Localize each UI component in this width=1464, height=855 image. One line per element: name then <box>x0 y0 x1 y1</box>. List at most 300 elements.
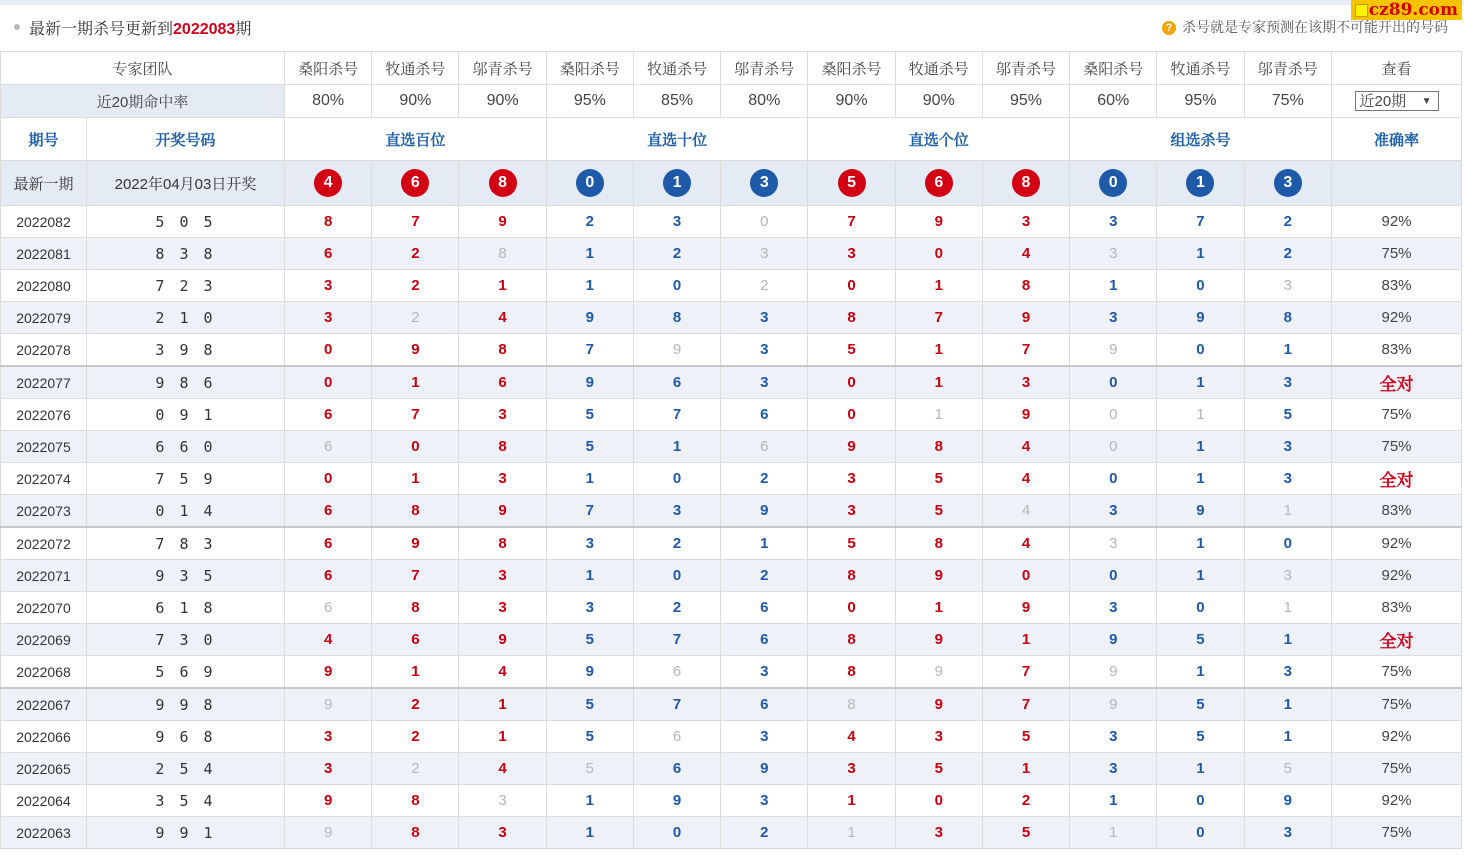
kill-cell <box>1070 688 1157 721</box>
hit-rate: 85% <box>633 85 720 118</box>
table-row <box>1 270 1462 302</box>
issue-number: 2022076 <box>1 399 87 431</box>
kill-number: 1 <box>934 599 943 616</box>
issue-number: 2022065 <box>1 753 87 785</box>
kill-number: 7 <box>1196 213 1205 230</box>
kill-cell <box>546 721 633 753</box>
kill-cell <box>1157 560 1244 592</box>
kill-number: 1 <box>1021 631 1031 648</box>
kill-number: 2 <box>672 535 682 552</box>
kill-number: 5 <box>934 470 943 487</box>
draw-numbers: 6 1 8 <box>87 592 285 624</box>
kill-cell <box>721 817 808 849</box>
hit-rate: 90% <box>808 85 895 118</box>
kill-number: 2 <box>411 760 420 777</box>
period-select[interactable] <box>1355 91 1439 111</box>
kill-number: 0 <box>847 374 856 391</box>
accuracy-value: 75% <box>1332 431 1462 463</box>
kill-number: 1 <box>498 277 507 294</box>
issue-number: 2022080 <box>1 270 87 302</box>
update-notice <box>29 16 251 39</box>
kill-ball-cell <box>1244 161 1331 206</box>
kill-cell <box>633 560 720 592</box>
accuracy-value: 92% <box>1332 721 1462 753</box>
kill-number: 0 <box>1196 824 1205 841</box>
kill-number: 9 <box>934 696 943 713</box>
issue-number: 2022066 <box>1 721 87 753</box>
kill-number: 0 <box>672 824 682 841</box>
kill-number: 9 <box>1021 406 1031 423</box>
accuracy-value: 全对 <box>1332 463 1462 495</box>
kill-cell <box>546 527 633 560</box>
kill-cell <box>808 206 895 238</box>
kill-cell <box>982 624 1069 656</box>
table-row <box>1 334 1462 367</box>
kill-cell <box>1070 527 1157 560</box>
kill-number: 3 <box>323 309 333 326</box>
kill-number: 7 <box>411 213 420 230</box>
kill-number-ball: 1 <box>663 169 691 197</box>
draw-numbers: 3 5 4 <box>87 785 285 817</box>
kill-number: 1 <box>934 277 943 294</box>
kill-cell <box>721 688 808 721</box>
table-row <box>1 721 1462 753</box>
kill-cell <box>1070 656 1157 689</box>
kill-number: 3 <box>323 760 333 777</box>
table-row <box>1 302 1462 334</box>
kill-cell <box>372 624 459 656</box>
kill-number: 1 <box>1109 824 1118 841</box>
kill-cell <box>372 270 459 302</box>
kill-cell <box>633 270 720 302</box>
kill-cell <box>895 302 982 334</box>
kill-cell <box>982 721 1069 753</box>
kill-number: 6 <box>760 631 769 648</box>
kill-number-ball: 6 <box>925 169 953 197</box>
kill-cell <box>1157 721 1244 753</box>
kill-number: 1 <box>1196 567 1205 584</box>
table-row <box>1 624 1462 656</box>
kill-number: 9 <box>585 309 594 326</box>
kill-cell <box>285 688 372 721</box>
kill-cell <box>895 463 982 495</box>
kill-number: 1 <box>498 728 507 745</box>
kill-number: 3 <box>498 406 507 423</box>
kill-number-ball: 0 <box>576 169 604 197</box>
kill-number: 2 <box>760 470 769 487</box>
draw-numbers: 9 9 1 <box>87 817 285 849</box>
kill-ball-cell <box>459 161 546 206</box>
kill-cell <box>633 463 720 495</box>
kill-cell <box>895 560 982 592</box>
kill-cell <box>895 688 982 721</box>
kill-cell <box>285 560 372 592</box>
kill-number: 9 <box>1196 502 1205 519</box>
kill-number: 1 <box>411 470 420 487</box>
kill-cell <box>285 527 372 560</box>
kill-cell <box>721 527 808 560</box>
kill-cell <box>459 238 546 270</box>
kill-number: 1 <box>1196 470 1205 487</box>
accuracy-value: 75% <box>1332 688 1462 721</box>
kill-cell <box>895 785 982 817</box>
kill-number: 3 <box>760 309 769 326</box>
kill-cell <box>1070 366 1157 399</box>
kill-cell <box>459 206 546 238</box>
kill-cell <box>459 560 546 592</box>
kill-number: 2 <box>411 696 420 713</box>
kill-number: 6 <box>323 599 333 616</box>
kill-cell <box>459 334 546 367</box>
hit-rate: 75% <box>1244 85 1331 118</box>
kill-number: 0 <box>1021 567 1031 584</box>
kill-cell <box>982 238 1069 270</box>
expert-name: 邬青杀号 <box>1244 52 1331 85</box>
col-group: 直选个位 <box>808 118 1070 161</box>
kill-cell <box>633 527 720 560</box>
kill-cell <box>633 592 720 624</box>
kill-number: 3 <box>760 374 769 391</box>
kill-cell <box>1244 270 1331 302</box>
kill-cell <box>808 495 895 528</box>
kill-cell <box>285 366 372 399</box>
kill-cell <box>721 753 808 785</box>
kill-cell <box>285 592 372 624</box>
kill-cell <box>546 399 633 431</box>
kill-cell <box>1244 592 1331 624</box>
kill-number: 9 <box>411 341 420 358</box>
draw-numbers: 5 6 9 <box>87 656 285 689</box>
latest-label: 最新一期 <box>1 161 87 206</box>
kill-cell <box>372 206 459 238</box>
kill-number: 2 <box>585 213 594 230</box>
kill-cell <box>721 206 808 238</box>
kill-cell <box>895 334 982 367</box>
kill-cell <box>285 817 372 849</box>
kill-number: 1 <box>1196 406 1205 423</box>
kill-cell <box>895 270 982 302</box>
kill-cell <box>895 592 982 624</box>
col-group: 直选百位 <box>285 118 547 161</box>
kill-cell <box>1157 431 1244 463</box>
kill-cell <box>808 817 895 849</box>
kill-number: 9 <box>1021 309 1031 326</box>
expert-name: 桑阳杀号 <box>546 52 633 85</box>
kill-number: 0 <box>1109 406 1118 423</box>
kill-number: 6 <box>323 567 333 584</box>
draw-numbers: 0 9 1 <box>87 399 285 431</box>
table-row <box>1 560 1462 592</box>
accuracy-value: 92% <box>1332 527 1462 560</box>
kill-cell <box>1070 785 1157 817</box>
accuracy-value: 75% <box>1332 238 1462 270</box>
kill-number: 3 <box>498 567 507 584</box>
kill-number: 1 <box>847 824 856 841</box>
kill-number: 5 <box>585 438 594 455</box>
kill-number: 2 <box>411 245 420 262</box>
table-row <box>1 527 1462 560</box>
kill-number: 8 <box>847 567 856 584</box>
table-row <box>1 206 1462 238</box>
kill-number-ball: 3 <box>1274 169 1302 197</box>
kill-cell <box>633 721 720 753</box>
kill-number: 8 <box>411 824 420 841</box>
kill-cell <box>1244 560 1331 592</box>
kill-number: 0 <box>411 438 420 455</box>
hit-rate-label: 近20期命中率 <box>1 85 285 118</box>
kill-number: 3 <box>498 792 507 809</box>
kill-cell <box>1157 366 1244 399</box>
kill-cell <box>1244 656 1331 689</box>
kill-cell <box>982 463 1069 495</box>
accuracy-value: 全对 <box>1332 366 1462 399</box>
update-issue: 2022083 <box>173 21 236 38</box>
kill-number: 8 <box>934 438 943 455</box>
kill-cell <box>459 656 546 689</box>
kill-cell <box>633 302 720 334</box>
kill-cell <box>459 753 546 785</box>
issue-number: 2022075 <box>1 431 87 463</box>
kill-number: 5 <box>1283 760 1292 777</box>
kill-number: 5 <box>1196 696 1205 713</box>
kill-cell <box>546 688 633 721</box>
kill-number-ball: 3 <box>750 169 778 197</box>
kill-cell <box>895 527 982 560</box>
kill-ball-cell <box>285 161 372 206</box>
draw-numbers: 6 6 0 <box>87 431 285 463</box>
kill-cell <box>546 817 633 849</box>
kill-cell <box>1157 495 1244 528</box>
kill-number: 3 <box>760 663 769 680</box>
kill-number: 2 <box>411 309 420 326</box>
kill-number: 3 <box>1283 470 1292 487</box>
kill-cell <box>546 302 633 334</box>
kill-number: 3 <box>1283 663 1292 680</box>
kill-cell <box>895 656 982 689</box>
draw-numbers: 7 2 3 <box>87 270 285 302</box>
kill-number: 0 <box>1196 341 1205 358</box>
kill-number: 3 <box>1283 567 1292 584</box>
kill-number: 4 <box>498 663 507 680</box>
page-header <box>0 5 1464 51</box>
issue-number: 2022072 <box>1 527 87 560</box>
kill-number: 7 <box>672 696 682 713</box>
site-logo[interactable]: cz89.com <box>1351 0 1462 20</box>
kill-cell <box>1070 560 1157 592</box>
kill-number: 7 <box>672 406 682 423</box>
draw-numbers: 9 9 8 <box>87 688 285 721</box>
kill-number: 5 <box>934 502 943 519</box>
kill-cell <box>633 753 720 785</box>
kill-number: 9 <box>1109 696 1118 713</box>
kill-cell <box>982 431 1069 463</box>
view-label: 查看 <box>1332 52 1462 85</box>
kill-cell <box>633 624 720 656</box>
accuracy-value: 83% <box>1332 270 1462 302</box>
accuracy-value: 83% <box>1332 495 1462 528</box>
period-select-cell <box>1332 85 1462 118</box>
accuracy-value: 83% <box>1332 592 1462 624</box>
issue-number: 2022082 <box>1 206 87 238</box>
kill-number: 3 <box>323 728 333 745</box>
kill-ball-cell <box>721 161 808 206</box>
kill-cell <box>1244 785 1331 817</box>
kill-cell <box>459 785 546 817</box>
kill-number: 8 <box>847 663 856 680</box>
kill-cell <box>1070 334 1157 367</box>
accuracy-value: 75% <box>1332 656 1462 689</box>
kill-number: 9 <box>498 631 507 648</box>
issue-number: 2022073 <box>1 495 87 528</box>
kill-cell <box>459 399 546 431</box>
table-row <box>1 688 1462 721</box>
draw-numbers: 7 5 9 <box>87 463 285 495</box>
kill-cell <box>285 463 372 495</box>
kill-cell <box>982 334 1069 367</box>
kill-number: 1 <box>1283 631 1292 648</box>
kill-number: 3 <box>760 341 769 358</box>
kill-number: 9 <box>760 502 769 519</box>
kill-cell <box>285 206 372 238</box>
kill-cell <box>1244 495 1331 528</box>
kill-number: 6 <box>672 663 682 680</box>
kill-number: 9 <box>323 824 333 841</box>
kill-cell <box>808 463 895 495</box>
kill-cell <box>633 366 720 399</box>
kill-cell <box>372 592 459 624</box>
kill-number: 3 <box>672 502 682 519</box>
kill-cell <box>1157 334 1244 367</box>
kill-cell <box>721 302 808 334</box>
kill-number: 0 <box>847 406 856 423</box>
table-row <box>1 753 1462 785</box>
kill-number: 3 <box>1109 245 1118 262</box>
kill-number: 0 <box>672 470 682 487</box>
table-row <box>1 495 1462 528</box>
kill-number: 6 <box>672 728 682 745</box>
kill-number: 1 <box>1283 599 1292 616</box>
kill-cell <box>1157 270 1244 302</box>
kill-number: 1 <box>1196 374 1205 391</box>
kill-cell <box>808 270 895 302</box>
kill-number: 5 <box>1021 728 1031 745</box>
kill-cell <box>982 560 1069 592</box>
col-group: 直选十位 <box>546 118 808 161</box>
kill-cell <box>285 753 372 785</box>
question-circle-icon[interactable]: ? <box>1162 21 1176 35</box>
kill-number: 6 <box>498 374 507 391</box>
kill-number: 5 <box>1196 728 1205 745</box>
kill-cell <box>546 270 633 302</box>
kill-cell <box>546 495 633 528</box>
kill-number: 0 <box>672 567 682 584</box>
kill-cell <box>721 656 808 689</box>
kill-number: 0 <box>323 341 333 358</box>
expert-name: 邬青杀号 <box>721 52 808 85</box>
kill-number: 1 <box>585 470 594 487</box>
kill-cell <box>1070 399 1157 431</box>
kill-ball-cell <box>808 161 895 206</box>
kill-number: 3 <box>847 470 856 487</box>
kill-cell <box>1244 527 1331 560</box>
expert-name: 邬青杀号 <box>982 52 1069 85</box>
expert-name: 邬青杀号 <box>459 52 546 85</box>
kill-number: 3 <box>1283 438 1292 455</box>
kill-cell <box>1244 817 1331 849</box>
kill-cell <box>1244 334 1331 367</box>
kill-number: 3 <box>672 213 682 230</box>
kill-cell <box>285 656 372 689</box>
kill-number: 8 <box>847 309 856 326</box>
kill-cell <box>1157 463 1244 495</box>
kill-number: 4 <box>1021 245 1031 262</box>
kill-number: 0 <box>847 599 856 616</box>
kill-cell <box>895 399 982 431</box>
kill-cell <box>808 431 895 463</box>
kill-number: 3 <box>847 502 856 519</box>
kill-number: 6 <box>323 245 333 262</box>
kill-number: 3 <box>1283 824 1292 841</box>
kill-cell <box>459 688 546 721</box>
kill-cell <box>808 527 895 560</box>
kill-number: 9 <box>934 213 943 230</box>
kill-ball-cell <box>982 161 1069 206</box>
kill-number: 3 <box>934 824 943 841</box>
kill-cell <box>1244 238 1331 270</box>
kill-cell <box>982 527 1069 560</box>
table-row <box>1 592 1462 624</box>
kill-cell <box>808 399 895 431</box>
kill-number: 6 <box>323 406 333 423</box>
kill-cell <box>895 431 982 463</box>
kill-cell <box>895 238 982 270</box>
kill-number: 1 <box>1283 502 1292 519</box>
kill-number: 7 <box>411 567 420 584</box>
table-row <box>1 817 1462 849</box>
kill-number: 0 <box>934 245 943 262</box>
table-row <box>1 785 1462 817</box>
kill-number: 3 <box>1109 728 1118 745</box>
kill-number: 9 <box>411 535 420 552</box>
kill-cell <box>546 431 633 463</box>
kill-number: 1 <box>585 277 594 294</box>
kill-number: 2 <box>411 728 420 745</box>
accuracy-value: 全对 <box>1332 624 1462 656</box>
kill-number: 9 <box>847 438 856 455</box>
kill-number: 3 <box>760 245 769 262</box>
kill-number: 9 <box>323 663 333 680</box>
kill-cell <box>285 334 372 367</box>
kill-cell <box>372 366 459 399</box>
kill-cell <box>721 624 808 656</box>
expert-name: 牧通杀号 <box>895 52 982 85</box>
kill-cell <box>372 302 459 334</box>
kill-cell <box>633 688 720 721</box>
kill-number: 0 <box>323 374 333 391</box>
kill-number: 5 <box>585 728 594 745</box>
kill-cell <box>633 206 720 238</box>
kill-number: 0 <box>1109 374 1118 391</box>
draw-numbers: 2 5 4 <box>87 753 285 785</box>
issue-number: 2022078 <box>1 334 87 367</box>
kill-number: 6 <box>411 631 420 648</box>
kill-number: 9 <box>323 696 333 713</box>
kill-cell <box>1070 592 1157 624</box>
kill-number: 9 <box>1196 309 1205 326</box>
kill-cell <box>285 399 372 431</box>
kill-number: 8 <box>323 213 333 230</box>
kill-cell <box>372 399 459 431</box>
